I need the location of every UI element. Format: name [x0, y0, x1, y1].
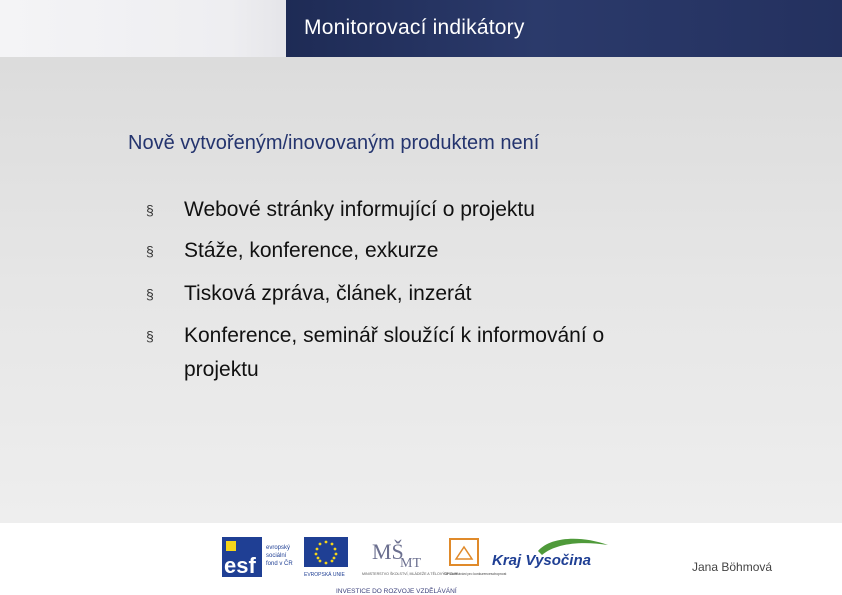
list-item — [146, 240, 706, 268]
slide-header — [0, 0, 842, 57]
bullet-icon: § — [146, 243, 154, 259]
list-item — [146, 283, 706, 311]
bullet-text: Webové stránky informující o projektu — [184, 198, 535, 221]
bullet-text — [184, 319, 604, 387]
esf-line-3: fond v ČR — [266, 561, 293, 567]
author-name: Jana Böhmová — [692, 560, 773, 574]
funding-logos — [220, 535, 620, 595]
svg-text:esf: esf — [224, 553, 256, 578]
esf-line-2: sociální — [266, 553, 287, 559]
bullet-icon: § — [146, 328, 154, 344]
bullet-text-line-1: Konference, seminář sloužící k informování o — [184, 324, 605, 347]
bullet-text: Stáže, konference, exkurze — [184, 239, 439, 262]
msmt-caption: MINISTERSTVO ŠKOLSTVÍ, MLÁDEŽE A TĚLOVÝCHOVY — [362, 572, 458, 576]
eu-flag-logo — [304, 537, 348, 578]
bullet-text: Tisková zpráva, článek, inzerát — [184, 282, 472, 305]
esf-line-1: evropský — [266, 545, 291, 551]
kraj-label: Kraj Vysočina — [492, 552, 591, 569]
esf-logo — [222, 537, 293, 578]
op-caption: OP Vzdělávání pro konkurenceschopnost — [444, 572, 507, 576]
bullet-text-line-2: projektu — [184, 358, 259, 381]
header-title-bar — [286, 0, 842, 57]
list-item — [146, 199, 706, 227]
svg-text:MT: MT — [400, 556, 421, 571]
eu-caption: EVROPSKÁ UNIE — [304, 572, 345, 578]
kraj-vysocina-logo — [492, 539, 608, 569]
slide-content — [0, 57, 842, 523]
slide-title: Monitorovací indikátory — [304, 16, 525, 39]
msmt-logo — [362, 539, 458, 576]
slide-footer — [0, 523, 842, 595]
list-item — [146, 325, 706, 387]
investice-caption: INVESTICE DO ROZVOJE VZDĚLÁVÁNÍ — [336, 588, 457, 595]
slide-subtitle: Nově vytvořeným/inovovaným produktem není — [128, 132, 540, 154]
bullet-icon: § — [146, 202, 154, 218]
svg-text:MŠ: MŠ — [372, 539, 404, 564]
bullet-icon: § — [146, 286, 154, 302]
